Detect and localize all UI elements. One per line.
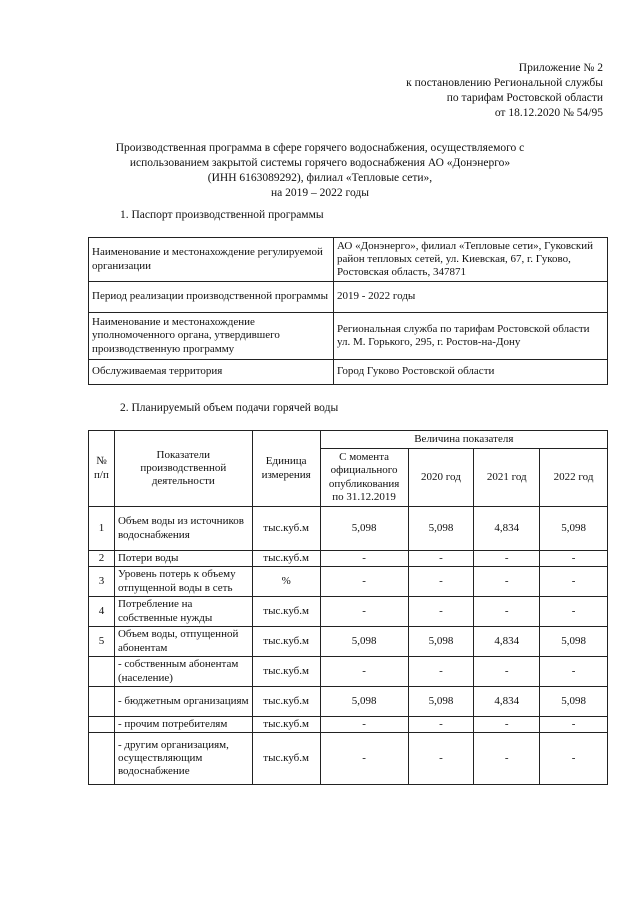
table-row [89,687,608,717]
passport-label: Период реализации производственной программы [89,282,334,313]
row-2022: - [540,733,608,785]
row-2020: - [408,657,474,687]
volume-table [88,430,608,785]
row-indicator: Уровень потерь к объему отпущенной воды в сеть [114,567,252,597]
title-line-2: использованием закрытой системы горячего водоснабжения АО «Донэнерго» [129,156,511,169]
header-col-since: С момента официального опубликования по 31.12.2019 [320,449,408,507]
row-num: 4 [89,597,115,627]
row-2022: - [540,551,608,567]
passport-label: Обслуживаемая территория [89,360,334,385]
header-col-2022: 2022 год [540,449,608,507]
row-num: 2 [89,551,115,567]
row-2022: - [540,597,608,627]
row-since: 5,098 [320,687,408,717]
row-since: - [320,551,408,567]
row-unit: тыс.куб.м [252,717,320,733]
header-row [89,431,608,449]
table-row [89,507,608,551]
row-2020: - [408,551,474,567]
row-since: - [320,597,408,627]
row-2022: - [540,717,608,733]
row-2021: 4,834 [474,507,540,551]
row-unit: тыс.куб.м [252,507,320,551]
passport-row [89,282,608,313]
row-2021: - [474,733,540,785]
table-row [89,597,608,627]
row-indicator: Потребление на собственные нужды [114,597,252,627]
row-unit: тыс.куб.м [252,657,320,687]
row-indicator: Объем воды из источников водоснабжения [114,507,252,551]
table-row [89,551,608,567]
header-col-2021: 2021 год [474,449,540,507]
passport-value: АО «Донэнерго», филиал «Тепловые сети», Гуковский район тепловых сетей, ул. Киевская, 67, г. Гуково, Ростовская область, 347871 [334,238,608,282]
row-num [89,657,115,687]
row-indicator: - прочим потребителям [114,717,252,733]
row-since: - [320,567,408,597]
row-since: 5,098 [320,507,408,551]
header-unit: Единица измерения [252,431,320,507]
row-unit: тыс.куб.м [252,687,320,717]
appendix-line-1: Приложение № 2 [518,62,603,74]
row-indicator: Объем воды, отпущенной абонентам [114,627,252,657]
row-num [89,717,115,733]
passport-label: Наименование и местонахождение уполномоченного органа, утвердившего производственную программу [89,313,334,360]
row-indicator: - бюджетным организациям [114,687,252,717]
passport-value: Региональная служба по тарифам Ростовской области ул. М. Горького, 295, г. Ростов-на-Дону [334,313,608,360]
row-2020: - [408,717,474,733]
row-2020: - [408,597,474,627]
row-2021: - [474,597,540,627]
row-2020: 5,098 [408,627,474,657]
row-2021: - [474,551,540,567]
passport-label: Наименование и местонахождение регулируемой организации [89,238,334,282]
row-indicator: - другим организациям, осуществляющим водоснабжение [114,733,252,785]
row-num [89,733,115,785]
row-2020: - [408,567,474,597]
row-2022: 5,098 [540,687,608,717]
appendix-line-2: к постановлению Региональной службы [406,76,603,89]
passport-table [88,237,608,385]
row-indicator: - собственным абонентам (население) [114,657,252,687]
passport-value: 2019 - 2022 годы [334,282,608,313]
passport-row [89,313,608,360]
table-row [89,733,608,785]
row-2022: 5,098 [540,507,608,551]
passport-row [89,238,608,282]
row-unit: % [252,567,320,597]
row-2021: 4,834 [474,687,540,717]
row-num [89,687,115,717]
row-2020: 5,098 [408,687,474,717]
row-num: 3 [89,567,115,597]
row-2021: - [474,567,540,597]
row-2022: - [540,657,608,687]
appendix-header [406,61,603,121]
document-title [90,141,550,201]
row-2021: - [474,717,540,733]
table-row [89,567,608,597]
row-unit: тыс.куб.м [252,733,320,785]
header-indicator: Показатели производственной деятельности [114,431,252,507]
title-line-3: (ИНН 6163089292), филиал «Тепловые сети», [207,171,433,184]
row-2021: - [474,657,540,687]
row-unit: тыс.куб.м [252,597,320,627]
row-unit: тыс.куб.м [252,551,320,567]
row-2022: 5,098 [540,627,608,657]
header-value-group: Величина показателя [320,431,607,449]
header-col-2020: 2020 год [408,449,474,507]
row-since: - [320,733,408,785]
section-2-heading: 2. Планируемый объем подачи горячей воды [120,402,339,414]
row-indicator: Потери воды [114,551,252,567]
row-2022: - [540,567,608,597]
row-2020: - [408,733,474,785]
row-unit: тыс.куб.м [252,627,320,657]
row-since: - [320,657,408,687]
table-row [89,717,608,733]
header-num: № п/п [89,431,115,507]
table-row [89,657,608,687]
row-num: 5 [89,627,115,657]
passport-value: Город Гуково Ростовской области [334,360,608,385]
row-2021: 4,834 [474,627,540,657]
title-line-4: на 2019 – 2022 годы [271,186,369,199]
row-since: 5,098 [320,627,408,657]
appendix-line-4: от 18.12.2020 № 54/95 [494,106,603,119]
row-since: - [320,717,408,733]
table-row [89,627,608,657]
section-1-heading: 1. Паспорт производственной программы [120,209,324,221]
row-2020: 5,098 [408,507,474,551]
appendix-line-3: по тарифам Ростовской области [446,91,603,104]
passport-row [89,360,608,385]
title-line-1: Производственная программа в сфере горячего водоснабжения, осуществляемого с [115,142,525,154]
row-num: 1 [89,507,115,551]
